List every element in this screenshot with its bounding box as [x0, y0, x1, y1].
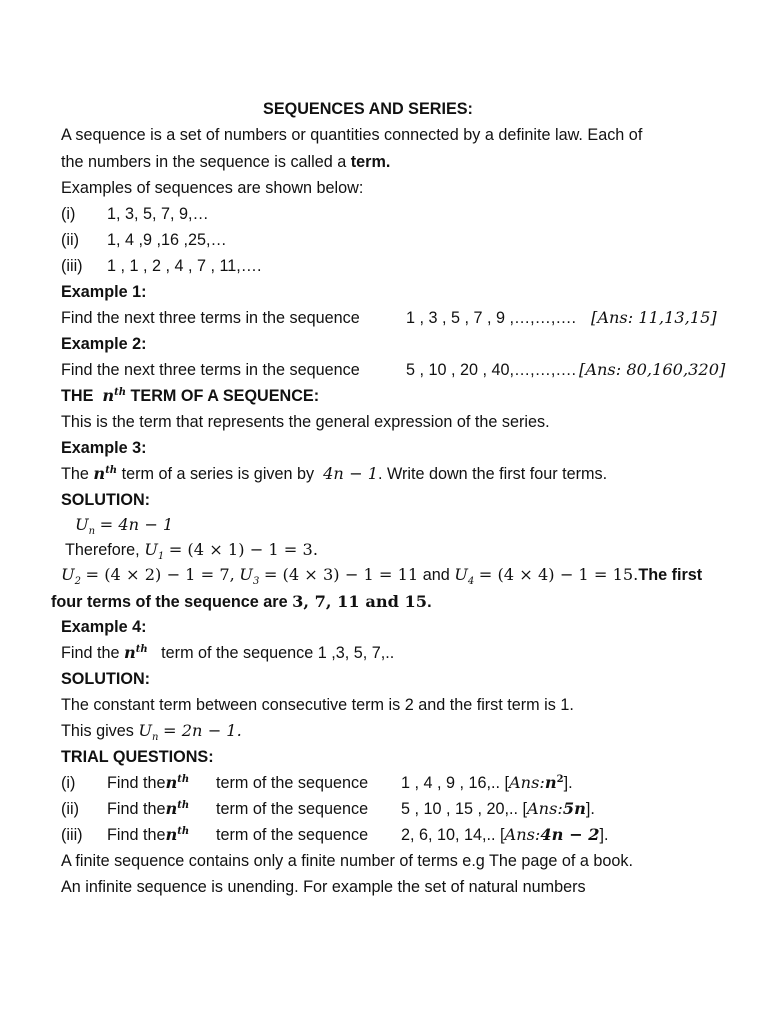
- math-subscript: 4: [467, 576, 475, 587]
- list-item: [61, 230, 227, 250]
- answer-text: [Ans: 80,160,320]: [579, 360, 726, 379]
- conclusion-text: The first: [638, 566, 703, 584]
- math-th: th: [177, 800, 190, 811]
- math-u: U: [61, 565, 75, 584]
- solution-3-heading: SOLUTION:: [61, 491, 151, 509]
- example-2-heading: Example 2:: [61, 335, 147, 353]
- math-u: U: [239, 565, 253, 584]
- list-number: (i): [61, 205, 76, 223]
- sequence-text: 1 , 3 , 5 , 7 , 9 ,…,…,….: [406, 309, 577, 327]
- sequence-text: 1 , 1 , 2 , 4 , 7 , 11,….: [107, 257, 262, 275]
- math-terms: 3, 7, 11 and 15: [292, 592, 428, 611]
- intro-paragraph-line-2: [61, 152, 390, 172]
- solution-4-line-1: The constant term between consecutive term is 2 and the first term is 1.: [61, 696, 574, 714]
- math-n: n: [124, 643, 136, 662]
- answer-value: 5n: [562, 799, 586, 818]
- sequence-text: 5 , 10 , 20 , 40,…,…,….: [406, 361, 577, 379]
- sequence-text: 1, 3, 5, 7, 9,…: [107, 205, 209, 223]
- trial-answer: [401, 799, 595, 819]
- trial-question: [61, 773, 573, 793]
- math-n: n: [165, 773, 178, 792]
- math-subscript: n: [88, 526, 96, 537]
- and-text: and: [422, 566, 450, 584]
- answer-label: Ans:: [526, 799, 563, 818]
- math-expression: = (4 × 1) − 1 = 3.: [168, 540, 318, 559]
- math-th: th: [114, 387, 127, 398]
- trial-answer: [401, 825, 609, 845]
- conclusion-text: four terms of the sequence are: [51, 593, 288, 611]
- period: .: [427, 593, 432, 611]
- math-expression: = (4 × 3) − 1 = 11: [263, 565, 419, 584]
- answer-end: ].: [599, 826, 609, 844]
- math-subscript: 3: [252, 576, 260, 587]
- therefore-text: Therefore,: [65, 541, 140, 559]
- trial-question: [61, 825, 609, 845]
- list-number: (ii): [61, 800, 79, 818]
- math-u: U: [75, 515, 89, 534]
- list-number: (iii): [61, 257, 83, 275]
- question-text: Find the: [107, 800, 166, 818]
- answer-value: 4n − 2: [540, 825, 600, 844]
- math-u: U: [454, 565, 468, 584]
- nth-term-heading: [61, 386, 319, 406]
- math-n: n: [165, 825, 178, 844]
- math-subscript: 2: [74, 576, 82, 587]
- math-expression: = (4 × 4) − 1 = 15.: [478, 565, 639, 584]
- example-2-question: [61, 360, 726, 380]
- answer-value: n: [544, 773, 557, 792]
- question-text: term of a series is given by: [117, 465, 315, 483]
- solution-4-line-2: [61, 721, 242, 741]
- math-expression: = (4 × 2) − 1 = 7,: [85, 565, 235, 584]
- math-subscript: n: [152, 732, 159, 743]
- answer-label: Ans:: [508, 773, 545, 792]
- question-text: Find the next three terms in the sequence: [61, 309, 360, 327]
- example-3-question: [61, 464, 607, 484]
- math-u: U: [138, 721, 153, 740]
- question-text: Find the: [107, 826, 166, 844]
- math-th: th: [105, 465, 118, 476]
- example-1-heading: Example 1:: [61, 283, 147, 301]
- solution-3-u1: [65, 540, 318, 560]
- question-text: term of the sequence: [216, 826, 369, 844]
- solution-4-heading: SOLUTION:: [61, 670, 151, 688]
- gives-text: This gives: [61, 722, 134, 740]
- math-th: th: [177, 826, 190, 837]
- examples-intro: Examples of sequences are shown below:: [61, 179, 364, 197]
- sequence-text: 1 , 4 , 9 , 16,.. [: [401, 774, 509, 792]
- question-text: term of the sequence 1 ,3, 5, 7,..: [161, 644, 395, 662]
- math-subscript: 1: [157, 551, 165, 562]
- math-th: th: [177, 774, 190, 785]
- math-expression: 4n − 1: [323, 464, 378, 483]
- term-keyword: term.: [350, 153, 391, 171]
- question-text: The: [61, 465, 94, 483]
- answer-end: ].: [563, 774, 573, 792]
- question-text: . Write down the first four terms.: [378, 465, 608, 483]
- answer-label: Ans:: [504, 825, 541, 844]
- sequence-text: 5 , 10 , 15 , 20,.. [: [401, 800, 527, 818]
- list-number: (iii): [61, 826, 83, 844]
- answer-end: ].: [585, 800, 595, 818]
- solution-3-equation: [75, 515, 173, 535]
- solution-3-conclusion: [51, 592, 432, 612]
- trial-questions-heading: TRIAL QUESTIONS:: [61, 748, 214, 766]
- list-item: [61, 204, 209, 224]
- infinite-sequence-text: An infinite sequence is unending. For example the set of natural numbers: [61, 878, 586, 896]
- heading-text: TERM OF A SEQUENCE:: [130, 387, 320, 405]
- question-text: Find the: [107, 774, 166, 792]
- intro-paragraph-line-1: A sequence is a set of numbers or quantities connected by a definite law. Each of: [61, 126, 643, 144]
- question-text: Find the: [61, 644, 120, 662]
- math-n: n: [165, 799, 178, 818]
- list-number: (i): [61, 774, 76, 792]
- sequence-text: 1, 4 ,9 ,16 ,25,…: [107, 231, 227, 249]
- math-expression: = 2n − 1.: [162, 721, 242, 740]
- example-4-heading: Example 4:: [61, 618, 147, 636]
- sequence-text: 2, 6, 10, 14,.. [: [401, 826, 505, 844]
- nth-term-definition: This is the term that represents the general expression of the series.: [61, 413, 550, 431]
- example-3-heading: Example 3:: [61, 439, 147, 457]
- answer-text: [Ans: 11,13,15]: [591, 308, 717, 327]
- heading-text: THE: [61, 387, 94, 405]
- answer-exponent: 2: [556, 774, 564, 785]
- math-n: n: [93, 464, 106, 483]
- solution-3-u2-u4: [61, 565, 702, 585]
- math-u: U: [144, 540, 158, 559]
- trial-answer: [401, 773, 573, 793]
- math-th: th: [135, 644, 148, 655]
- question-text: Find the next three terms in the sequence: [61, 361, 360, 379]
- intro-text: the numbers in the sequence is called a: [61, 153, 351, 171]
- list-item: [61, 256, 261, 276]
- math-n: n: [102, 386, 115, 405]
- list-number: (ii): [61, 231, 79, 249]
- example-1-question: [61, 308, 717, 328]
- example-4-question: [61, 643, 394, 663]
- page-title: SEQUENCES AND SERIES:: [263, 100, 473, 118]
- finite-sequence-text: A finite sequence contains only a finite number of terms e.g The page of a book.: [61, 852, 634, 870]
- question-text: term of the sequence: [216, 774, 369, 792]
- trial-question: [61, 799, 595, 819]
- question-text: term of the sequence: [216, 800, 369, 818]
- math-expression: = 4n − 1: [99, 515, 174, 534]
